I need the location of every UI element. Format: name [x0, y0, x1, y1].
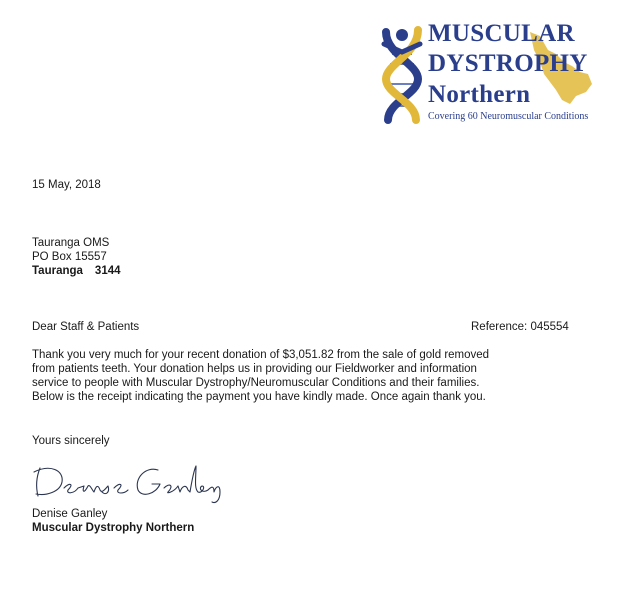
body-line: Thank you very much for your recent donation of $3,051.82 from the sale of gold removed	[32, 349, 490, 361]
recipient-city-line	[32, 264, 121, 278]
body-line: service to people with Muscular Dystrophy/Neuromuscular Conditions and their families.	[32, 377, 480, 389]
organization-logo	[376, 18, 606, 130]
recipient-name: Tauranga OMS	[32, 237, 110, 249]
recipient-po-box: PO Box 15557	[32, 251, 107, 263]
reference-number: Reference: 045554	[471, 321, 569, 333]
body-line: Below is the receipt indicating the payment you have kindly made. Once again thank you.	[32, 391, 486, 403]
logo-line-dystrophy: DYSTROPHY	[428, 50, 588, 77]
recipient-city: Tauranga	[32, 265, 83, 277]
logo-tagline: Covering 60 Neuromuscular Conditions	[428, 111, 589, 122]
recipient-postcode: 3144	[94, 265, 121, 277]
closing: Yours sincerely	[32, 435, 110, 447]
body-line: from patients teeth. Your donation helps us in providing our Fieldworker and information	[32, 363, 477, 375]
logo-line-muscular: MUSCULAR	[428, 20, 575, 47]
salutation: Dear Staff & Patients	[32, 321, 140, 333]
signer-organization: Muscular Dystrophy Northern	[32, 522, 195, 534]
logo-line-northern: Northern	[428, 81, 531, 108]
letter-date: 15 May, 2018	[32, 179, 101, 191]
dna-helix-icon	[378, 24, 426, 124]
handwritten-signature	[30, 460, 250, 506]
signer-name: Denise Ganley	[32, 508, 108, 520]
